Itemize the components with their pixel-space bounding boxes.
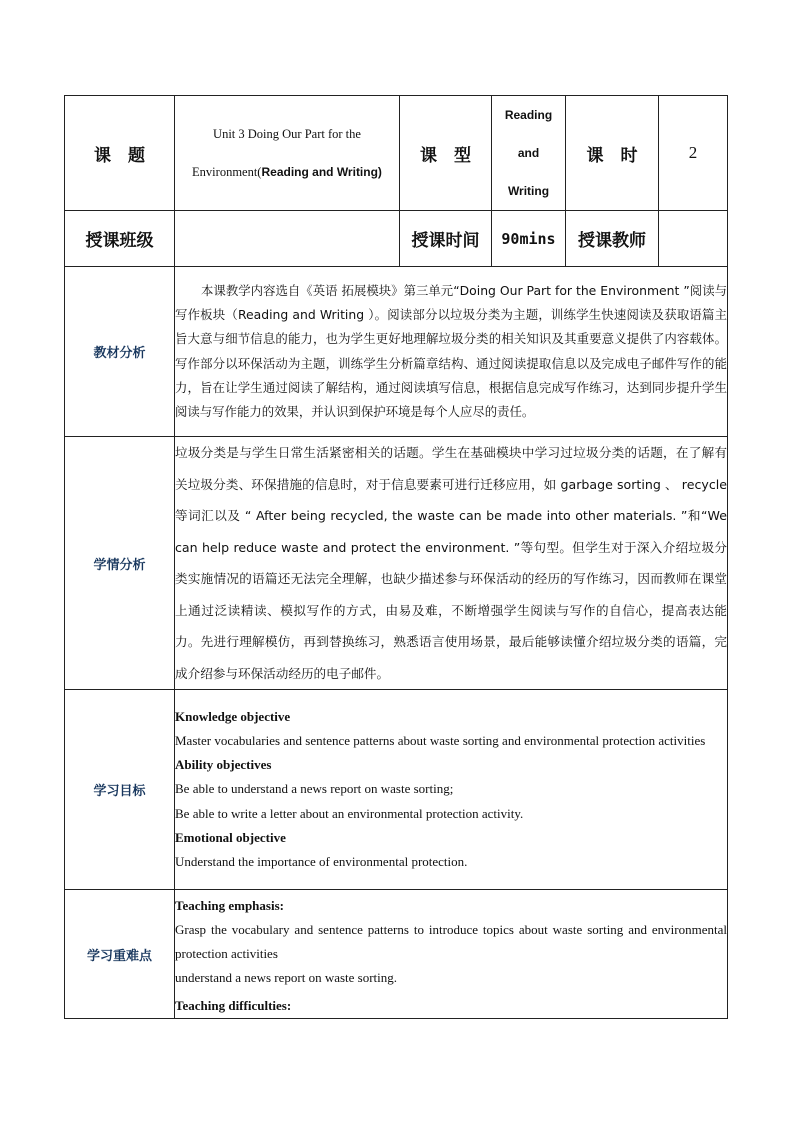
students-label: 学情分析 xyxy=(65,437,175,690)
textbook-analysis-text: 本课教学内容选自《英语 拓展模块》第三单元“Doing Our Part for the Environment ”阅读与写作板块（Reading and Writing ）。阅读部分以垃圾分类为主题，训练学生快速阅读及获取语篇主旨大意与细节信息的能力，也为学生更好地理解垃圾分类的相关知识及其重要意义提供了内容载体。写作部分以环保活动为主题，训练学生分析篇章结构、通过阅读提取信息以及完成电子邮件写作的能力，旨在让学生通过阅读了解结构，通过阅读填写信息，根据信息完成写作练习，达到同步提升学生阅读与写作能力的效果，并认识到保护环境是每个人应尽的责任。 xyxy=(175,267,728,437)
emphasis-text-1: Grasp the vocabulary and sentence patterns to introduce topics about waste sorting and environmental protection activities xyxy=(175,922,727,961)
time-value: 90mins xyxy=(492,211,566,267)
objectives-label: 学习目标 xyxy=(65,690,175,890)
ability-text-1: Be able to understand a news report on waste sorting; xyxy=(175,781,454,797)
key-points-label: 学习重难点 xyxy=(65,890,175,1019)
students-row xyxy=(65,437,728,690)
type-value-3: Writing xyxy=(507,184,550,198)
key-points-content xyxy=(175,890,728,1019)
textbook-row xyxy=(65,267,728,437)
emphasis-heading: Teaching emphasis: xyxy=(175,898,284,913)
textbook-label: 教材分析 xyxy=(65,267,175,437)
time-label: 授课时间 xyxy=(400,211,492,267)
lesson-plan-table xyxy=(64,95,728,1019)
objectives-row xyxy=(65,690,728,890)
type-label: 课 型 xyxy=(400,96,492,211)
header-row xyxy=(65,96,728,211)
emphasis-text-2: understand a news report on waste sorting. xyxy=(175,970,398,985)
key-points-row xyxy=(65,890,728,1019)
teacher-value xyxy=(659,211,728,267)
emotional-text: Understand the importance of environmental protection. xyxy=(175,854,468,869)
type-value xyxy=(492,96,566,211)
emotional-heading: Emotional objective xyxy=(175,829,286,845)
hours-label: 课 时 xyxy=(566,96,659,211)
class-value xyxy=(175,211,400,267)
class-label: 授课班级 xyxy=(65,211,175,267)
subject-title-line1: Unit 3 Doing Our Part for the xyxy=(213,127,361,141)
teacher-label: 授课教师 xyxy=(566,211,659,267)
subject-label: 课 题 xyxy=(65,96,175,211)
difficulties-heading: Teaching difficulties: xyxy=(175,998,292,1013)
subject-title xyxy=(175,96,400,211)
subject-title-line2a: Environment( xyxy=(192,165,262,179)
ability-heading: Ability objectives xyxy=(175,757,272,773)
objectives-content xyxy=(175,690,728,890)
knowledge-heading: Knowledge objective xyxy=(175,708,291,724)
knowledge-text: Master vocabularies and sentence patterns about waste sorting and environmental protection activities xyxy=(175,732,706,748)
subject-title-line2b: Reading and Writing) xyxy=(261,165,382,179)
type-value-1: Reading xyxy=(504,108,553,122)
students-analysis-text: 垃圾分类是与学生日常生活紧密相关的话题。学生在基础模块中学习过垃圾分类的话题，在了解有关垃圾分类、环保措施的信息时，对于信息要素可进行迁移应用，如 garbage sorting 、 recycle 等词汇以及 “ After being recycled, the waste can be made into other materials. ”和“We can help reduce waste and protect the environment. ”等句型。但学生对于深入介绍垃圾分类实施情况的语篇还无法完全理解，也缺少描述参与环保活动的经历的写作练习，因而教师在课堂上通过泛读精读、模拟写作的方式，由易及难，不断增强学生阅读与写作的自信心，提高表达能力。先进行理解模仿，再到替换练习，熟悉语言使用场景，最后能够读懂介绍垃圾分类的语篇，完成介绍参与环保活动经历的电子邮件。 xyxy=(175,437,728,690)
class-row xyxy=(65,211,728,267)
hours-value: 2 xyxy=(659,96,728,211)
ability-text-2: Be able to write a letter about an environmental protection activity. xyxy=(175,805,524,821)
type-value-2: and xyxy=(517,146,540,160)
